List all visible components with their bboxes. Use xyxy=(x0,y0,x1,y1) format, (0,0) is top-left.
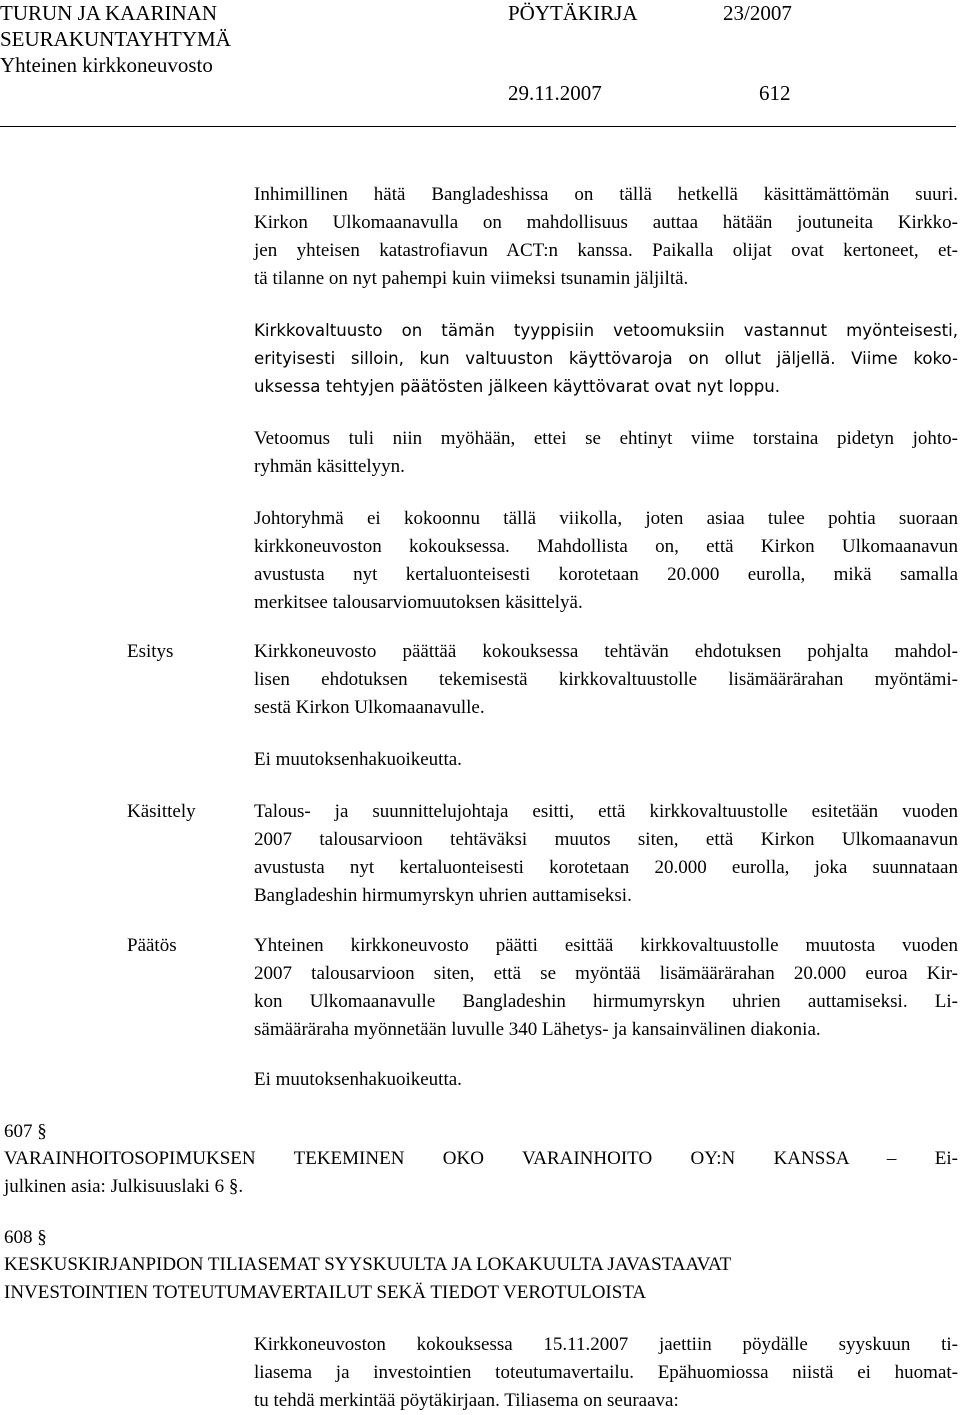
text-line: liasema ja investointien toteutumavertailu. Epähuomiossa niistä ei huomat- xyxy=(254,1362,958,1383)
text-line: kirkkoneuvoston kokouksessa. Mahdollista on, että Kirkon Ulkomaanavun xyxy=(254,536,958,557)
section-title-line: INVESTOINTIEN TOTEUTUMAVERTAILUT SEKÄ TIEDOT VEROTULOISTA xyxy=(4,1282,647,1303)
org-name-line3: Yhteinen kirkkoneuvosto xyxy=(0,53,213,77)
paatos-no-appeal: Ei muutoksenhakuoikeutta. xyxy=(254,1069,462,1090)
paatos-label: Päätös xyxy=(127,935,177,956)
text-line: erityisesti silloin, kun valtuuston käyttövaroja on ollut jäljellä. Viime koko- xyxy=(254,349,958,368)
kasittely-label: Käsittely xyxy=(127,801,196,822)
section-title-line: VARAINHOITOSOPIMUKSEN TEKEMINEN OKO VARAINHOITO OY:N KANSSA – Ei- xyxy=(4,1148,958,1169)
text-line: Bangladeshin hirmumyrskyn uhrien auttamiseksi. xyxy=(254,885,632,906)
esitys-label: Esitys xyxy=(127,641,174,662)
doc-date: 29.11.2007 xyxy=(508,81,602,105)
text-line: 2007 talousarvioon siten, että se myöntää lisämäärärahan 20.000 euroa Kir- xyxy=(254,963,958,984)
text-line: Johtoryhmä ei kokoonnu tällä viikolla, joten asiaa tulee pohtia suoraan xyxy=(254,508,958,529)
org-name-line1: TURUN JA KAARINAN xyxy=(0,1,218,25)
text-line: uksessa tehtyjen päätösten jälkeen käyttövarat ovat nyt loppu. xyxy=(254,377,781,396)
section-608-text xyxy=(254,1331,958,1415)
text-line: kon Ulkomaanavulle Bangladeshin hirmumyrskyn uhrien auttamiseksi. Li- xyxy=(254,991,958,1012)
text-line: Kirkkovaltuusto on tämän tyyppisiin vetoomuksiin vastannut myönteisesti, xyxy=(254,321,958,340)
doc-number: 23/2007 xyxy=(723,1,792,25)
doc-type: PÖYTÄKIRJA xyxy=(508,1,638,25)
text-line: Vetoomus tuli niin myöhään, ettei se ehtinyt viime torstaina pidetyn johto- xyxy=(254,428,958,449)
page-number: 612 xyxy=(759,81,791,105)
text-line: Kirkkoneuvoston kokouksessa 15.11.2007 jaettiin pöydälle syyskuun ti- xyxy=(254,1334,958,1355)
org-name-line2: SEURAKUNTAYHTYMÄ xyxy=(0,27,231,51)
esitys-no-appeal: Ei muutoksenhakuoikeutta. xyxy=(254,749,462,770)
text-line: sämääräraha myönnetään luvulle 340 Lähetys- ja kansainvälinen diakonia. xyxy=(254,1019,821,1040)
text-line: Yhteinen kirkkoneuvosto päätti esittää kirkkovaltuustolle muutosta vuoden xyxy=(254,935,958,956)
text-line: lisen ehdotuksen tekemisestä kirkkovaltuustolle lisämäärärahan myöntämi- xyxy=(254,669,958,690)
text-line: avustusta nyt kertaluonteisesti korotetaan 20.000 eurolla, mikä samalla xyxy=(254,564,958,585)
text-line: 2007 talousarvioon tehtäväksi muutos siten, että Kirkon Ulkomaanavun xyxy=(254,829,958,850)
paragraph-3 xyxy=(254,425,958,481)
section-title-line: KESKUSKIRJANPIDON TILIASEMAT SYYSKUULTA JA LOKAKUULTA JAVASTAAVAT xyxy=(4,1254,732,1275)
text-line: avustusta nyt kertaluonteisesti korotetaan 20.000 eurolla, joka suunnataan xyxy=(254,857,958,878)
text-line: jen yhteisen katastrofiavun ACT:n kanssa. Paikalla olijat ovat kertoneet, et- xyxy=(254,240,958,261)
paragraph-4 xyxy=(254,505,958,617)
text-line: Kirkkoneuvosto päättää kokouksessa tehtävän ehdotuksen pohjalta mahdol- xyxy=(254,641,958,662)
kasittely-text xyxy=(254,798,958,910)
section-608-title xyxy=(4,1251,928,1307)
section-607-number: 607 § xyxy=(4,1121,47,1142)
text-line: Talous- ja suunnittelujohtaja esitti, että kirkkovaltuustolle esitetään vuoden xyxy=(254,801,958,822)
section-607-title xyxy=(4,1145,958,1201)
intro-paragraph xyxy=(254,181,958,293)
text-line: merkitsee talousarviomuutoksen käsittelyä. xyxy=(254,592,583,613)
section-608-number: 608 § xyxy=(4,1227,47,1248)
header-divider xyxy=(0,126,956,127)
paatos-text xyxy=(254,932,958,1044)
text-line: Inhimillinen hätä Bangladeshissa on tällä hetkellä käsittämättömän suuri. xyxy=(254,184,958,205)
text-line: tu tehdä merkintää pöytäkirjaan. Tiliasema on seuraava: xyxy=(254,1390,679,1411)
esitys-text xyxy=(254,638,958,722)
text-line: tä tilanne on nyt pahempi kuin viimeksi tsunamin jäljiltä. xyxy=(254,268,689,289)
text-line: sestä Kirkon Ulkomaanavulle. xyxy=(254,697,485,718)
section-title-line: julkinen asia: Julkisuuslaki 6 §. xyxy=(4,1176,244,1197)
text-line: ryhmän käsittelyyn. xyxy=(254,456,405,477)
text-line: Kirkon Ulkomaanavulla on mahdollisuus auttaa hätään joutuneita Kirkko- xyxy=(254,212,958,233)
paragraph-2 xyxy=(254,317,958,401)
